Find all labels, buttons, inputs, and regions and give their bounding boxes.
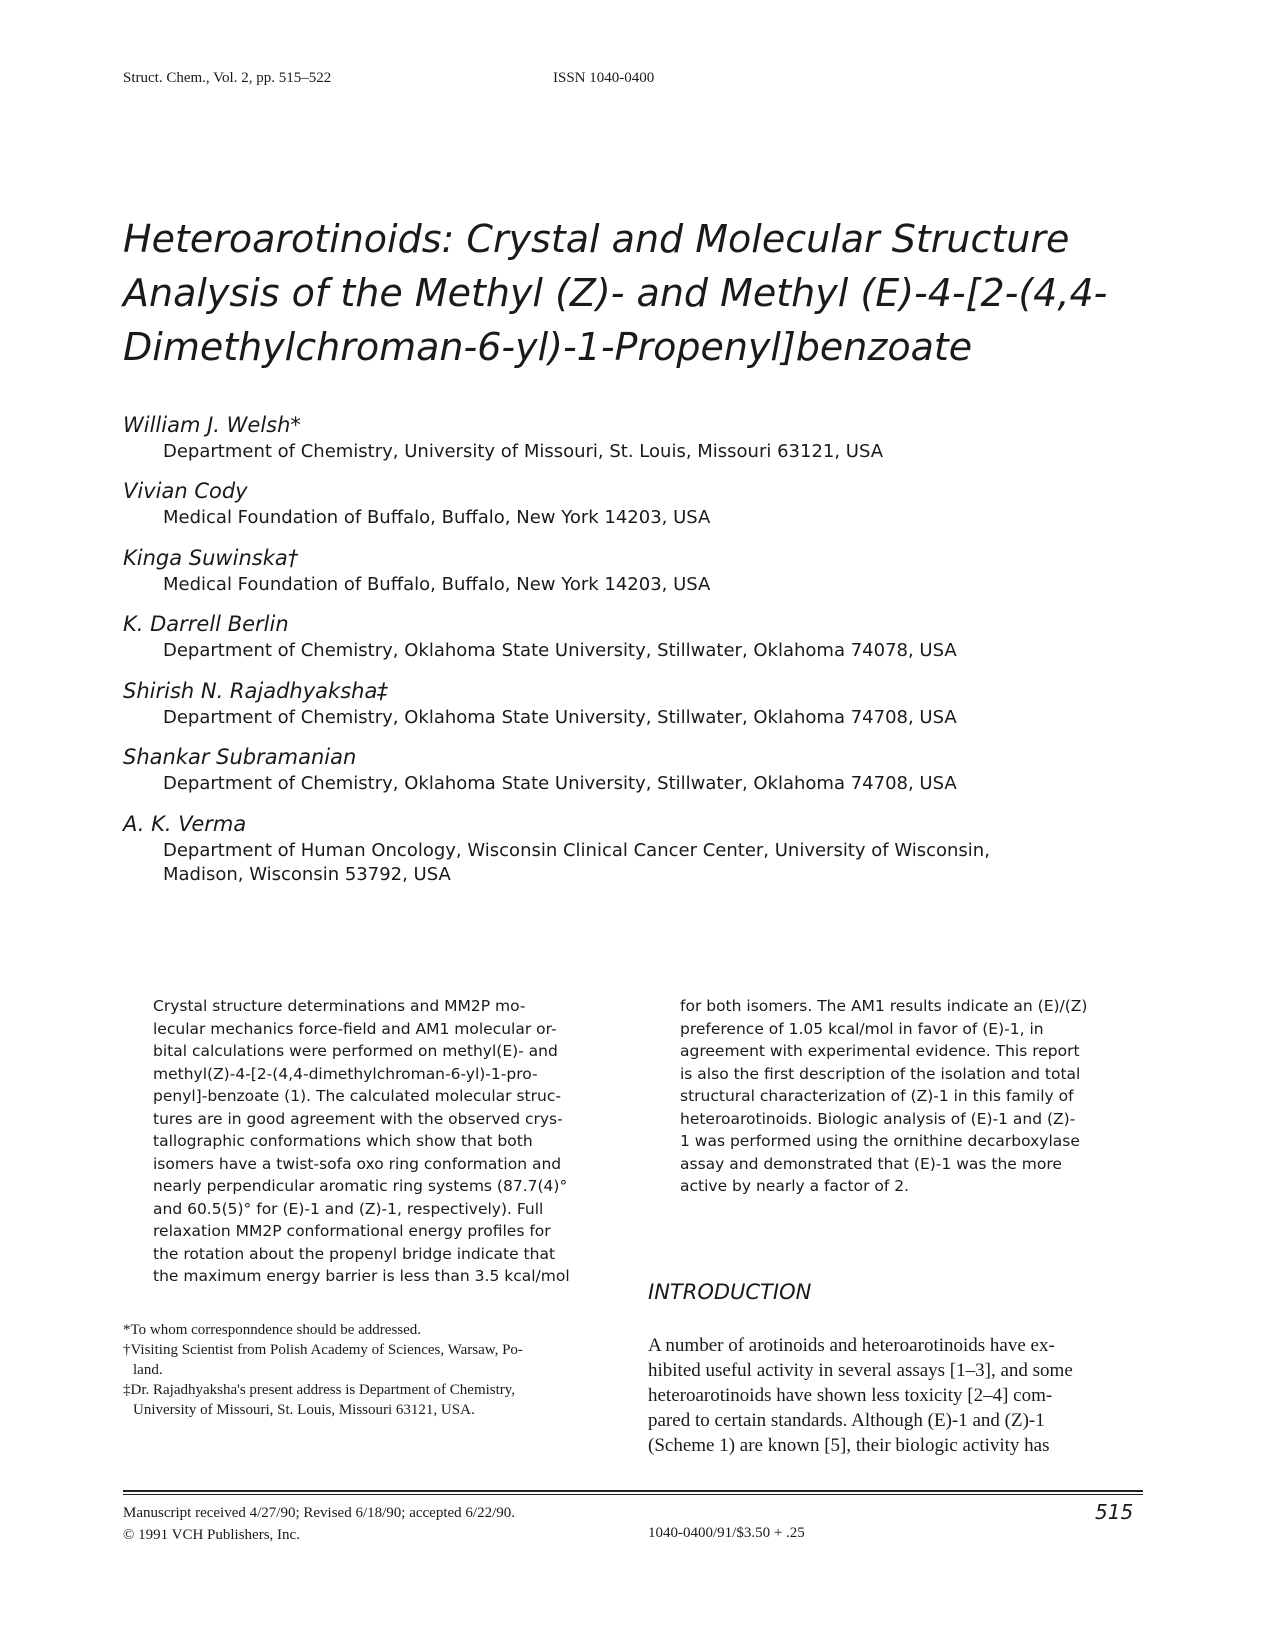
author-name: A. K. Verma [123, 812, 247, 836]
article-title [123, 212, 1153, 374]
abstract-line: structural characterization of (Z)-1 in this family of [680, 1087, 1074, 1105]
body-line: (Scheme 1) are known [5], their biologic activity has [648, 1435, 1050, 1456]
footnote: †Visiting Scientist from Polish Academy of Sciences, Warsaw, Po- [123, 1342, 523, 1358]
abstract-line: and 60.5(5)° for (E)-1 and (Z)-1, respectively). Full [153, 1199, 544, 1218]
page-number: 515 [1095, 1500, 1134, 1524]
abstract-line: isomers have a twist-sofa oxo ring conformation and [153, 1154, 562, 1173]
title-line: Analysis of the Methyl (Z)- and Methyl (E)-4-[2-(4,4- [123, 271, 1108, 315]
section-heading: INTRODUCTION [648, 1280, 812, 1304]
author-name: Kinga Suwinska† [123, 546, 299, 570]
body-line: pared to certain standards. Although (E)-1 and (Z)-1 [648, 1410, 1045, 1431]
abstract-line: the maximum energy barrier is less than 3.5 kcal/mol [153, 1267, 570, 1285]
abstract-line: is also the first description of the isolation and total [680, 1064, 1081, 1083]
manuscript-info [123, 1502, 515, 1546]
footnote: University of Missouri, St. Louis, Missouri 63121, USA. [133, 1402, 475, 1418]
issn: ISSN 1040-0400 [553, 70, 655, 86]
abstract-line: bital calculations were performed on methyl(E)- and [153, 1042, 558, 1060]
author-name: K. Darrell Berlin [123, 612, 289, 636]
abstract-line: lecular mechanics force-field and AM1 molecular or- [153, 1019, 557, 1038]
author-affiliation: Department of Human Oncology, Wisconsin Clinical Cancer Center, University of Wisconsin, [163, 840, 990, 861]
body-line: A number of arotinoids and heteroarotinoids have ex- [648, 1335, 1055, 1356]
abstract-line: penyl]-benzoate (1). The calculated molecular struc- [153, 1087, 561, 1105]
author-affiliation: Department of Chemistry, Oklahoma State University, Stillwater, Oklahoma 74708, USA [163, 773, 957, 794]
author-name: William J. Welsh* [123, 413, 301, 437]
body-line: heteroarotinoids have shown less toxicity [2–4] com- [648, 1385, 1053, 1406]
abstract-line: for both isomers. The AM1 results indicate an (E)/(Z) [680, 997, 1088, 1015]
author-name: Shankar Subramanian [123, 745, 357, 769]
body-line: hibited useful activity in several assays [1–3], and some [648, 1360, 1073, 1381]
footnotes [123, 1320, 623, 1420]
abstract-line: heteroarotinoids. Biologic analysis of (E)-1 and (Z)- [680, 1109, 1076, 1128]
abstract-line: active by nearly a factor of 2. [680, 1177, 910, 1195]
manuscript-line: © 1991 VCH Publishers, Inc. [123, 1527, 300, 1543]
title-line: Dimethylchroman-6-yl)-1-Propenyl]benzoate [123, 325, 973, 369]
footnote: ‡Dr. Rajadhyaksha's present address is Department of Chemistry, [123, 1382, 516, 1398]
author-affiliation: Department of Chemistry, University of Missouri, St. Louis, Missouri 63121, USA [163, 441, 884, 462]
author-affiliation: Medical Foundation of Buffalo, Buffalo, New York 14203, USA [163, 574, 711, 595]
abstract-line: tures are in good agreement with the observed crys- [153, 1109, 563, 1128]
abstract-right-column [680, 995, 1125, 1198]
author-affiliation: Medical Foundation of Buffalo, Buffalo, New York 14203, USA [163, 507, 711, 528]
author-name: Shirish N. Rajadhyaksha‡ [123, 679, 388, 703]
abstract-line: assay and demonstrated that (E)-1 was the more [680, 1154, 1062, 1173]
abstract-line: nearly perpendicular aromatic ring systems (87.7(4)° [153, 1177, 568, 1195]
abstract-line: 1 was performed using the ornithine decarboxylase [680, 1132, 1080, 1150]
title-line: Heteroarotinoids: Crystal and Molecular Structure [123, 217, 1070, 261]
author-affiliation: Department of Chemistry, Oklahoma State University, Stillwater, Oklahoma 74078, USA [163, 640, 957, 661]
price-code: 1040-0400/91/$3.50 + .25 [648, 1525, 805, 1541]
abstract-line: the rotation about the propenyl bridge indicate that [153, 1244, 556, 1263]
abstract-left-column [153, 995, 599, 1288]
introduction-text [648, 1333, 1138, 1458]
abstract-line: relaxation MM2P conformational energy profiles for [153, 1222, 551, 1240]
abstract-line: methyl(Z)-4-[2-(4,4-dimethylchroman-6-yl)-1-pro- [153, 1064, 538, 1083]
abstract-line: tallographic conformations which show that both [153, 1132, 533, 1150]
footer-divider [123, 1490, 1143, 1495]
author-affiliation: Madison, Wisconsin 53792, USA [163, 864, 451, 885]
abstract-line: preference of 1.05 kcal/mol in favor of (E)-1, in [680, 1019, 1044, 1038]
manuscript-line: Manuscript received 4/27/90; Revised 6/18/90; accepted 6/22/90. [123, 1505, 515, 1521]
author-affiliation: Department of Chemistry, Oklahoma State University, Stillwater, Oklahoma 74708, USA [163, 707, 957, 728]
footnote: land. [133, 1362, 163, 1378]
footnote: *To whom corresponndence should be addressed. [123, 1322, 422, 1338]
author-name: Vivian Cody [123, 479, 248, 503]
journal-reference: Struct. Chem., Vol. 2, pp. 515–522 [123, 70, 332, 86]
abstract-line: agreement with experimental evidence. This report [680, 1042, 1080, 1060]
abstract-line: Crystal structure determinations and MM2P mo- [153, 997, 526, 1015]
